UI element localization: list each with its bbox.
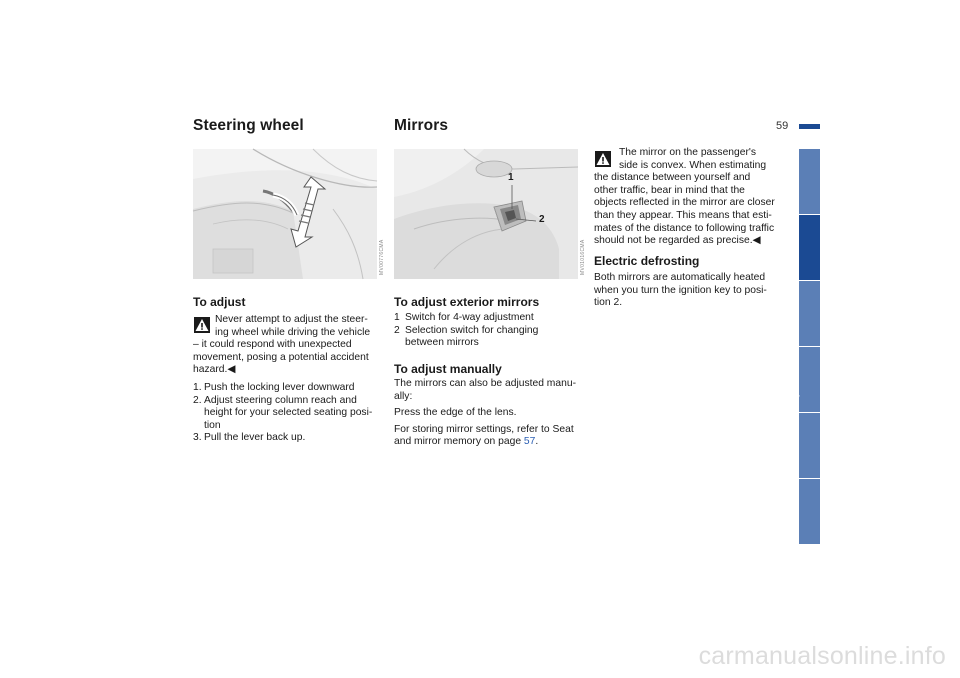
list-item — [193, 395, 385, 433]
warning-line: – it could respond with unexpected — [193, 339, 352, 351]
tab-label: Maintenance — [790, 290, 800, 342]
adjust-manually-heading: To adjust manually — [394, 362, 502, 376]
tab-index[interactable] — [790, 479, 820, 544]
warning-line: ing wheel while driving the vehicle — [215, 326, 371, 338]
to-adjust-heading: To adjust — [193, 295, 246, 309]
paragraph-text: . — [535, 436, 539, 448]
step-text: Pull the lever back up. — [204, 432, 306, 444]
warning-line: should not be regarded as precise.◀ — [594, 235, 761, 247]
tab-repairs[interactable] — [790, 347, 820, 412]
tab-maintenance[interactable] — [790, 281, 820, 346]
step-text: Adjust steering column reach and — [204, 394, 357, 406]
paragraph-line: ally: — [394, 390, 413, 402]
warning-line: The mirror on the passenger's — [619, 147, 757, 158]
item-text: Selection switch for changing — [405, 324, 539, 336]
item-number: 2 — [394, 324, 400, 336]
paragraph-line: tion 2. — [594, 297, 623, 309]
steering-warning — [193, 314, 383, 377]
tab-label: Repairs — [790, 376, 800, 408]
list-item — [193, 432, 385, 445]
step-number: 3. — [193, 432, 202, 444]
list-item — [394, 312, 586, 325]
exterior-mirrors-heading: To adjust exterior mirrors — [394, 295, 540, 309]
step-text: tion — [204, 419, 221, 431]
paragraph-line: The mirrors can also be adjusted manu- — [394, 378, 576, 389]
item-text: between mirrors — [405, 337, 479, 349]
paragraph-text: and mirror memory on page — [394, 436, 524, 448]
warning-line: other traffic, bear in mind that the — [594, 184, 745, 196]
figure-code: MV00776CMA — [379, 239, 385, 275]
defrosting-text — [594, 272, 789, 310]
mirror-controls-list — [394, 312, 586, 350]
mirror-switch-figure — [394, 149, 586, 279]
warning-line: hazard.◀ — [193, 364, 236, 376]
tab-data[interactable] — [790, 413, 820, 478]
adjust-steps — [193, 382, 385, 445]
steering-wheel-figure — [193, 149, 385, 279]
warning-line: mates of the distance to following traffic — [594, 222, 775, 234]
tab-label: Index — [790, 517, 800, 540]
tab-label: Data — [790, 455, 800, 474]
warning-line: objects reflected in the mirror are closer — [594, 197, 775, 209]
warning-line: than they appear. This means that esti- — [594, 209, 772, 221]
warning-line: side is convex. When estimating — [619, 159, 767, 171]
tab-overview[interactable] — [790, 149, 820, 214]
tab-controls[interactable] — [790, 215, 820, 280]
watermark: carmanualsonline.info — [698, 642, 946, 670]
manual-adjust-text — [394, 378, 589, 449]
warning-line: the distance between yourself and — [594, 172, 751, 184]
mirrors-title: Mirrors — [394, 117, 449, 134]
warning-line: Never attempt to adjust the steer- — [215, 314, 368, 325]
paragraph-line: when you turn the ignition key to posi- — [594, 284, 767, 296]
step-text: height for your selected seating posi- — [204, 407, 373, 419]
callout-1: 1 — [508, 172, 514, 183]
page-57-link[interactable]: 57 — [523, 436, 536, 448]
mirror-warning — [594, 147, 789, 248]
callout-2: 2 — [539, 214, 545, 225]
warning-line: movement, posing a potential accident — [193, 351, 369, 363]
page-number: 59 — [776, 120, 789, 132]
step-number: 1. — [193, 382, 202, 393]
item-number: 1 — [394, 312, 400, 323]
paragraph-line: Both mirrors are automatically heated — [594, 272, 766, 283]
step-number: 2. — [193, 394, 202, 406]
paragraph-line: For storing mirror settings, refer to Seat — [394, 423, 574, 435]
list-item — [193, 382, 385, 395]
page-accent-bar — [799, 124, 820, 129]
tab-label: Overview — [790, 172, 800, 210]
steering-wheel-title: Steering wheel — [193, 117, 304, 134]
tab-label: Controls — [790, 241, 800, 276]
item-text: Switch for 4-way adjustment — [405, 312, 534, 323]
paragraph-line — [394, 436, 589, 449]
figure-code: MV01016CMA — [580, 239, 586, 275]
step-text: Push the locking lever downward — [204, 382, 355, 393]
electric-defrosting-heading: Electric defrosting — [594, 254, 700, 268]
paragraph-line: Press the edge of the lens. — [394, 407, 517, 419]
list-item — [394, 325, 586, 350]
